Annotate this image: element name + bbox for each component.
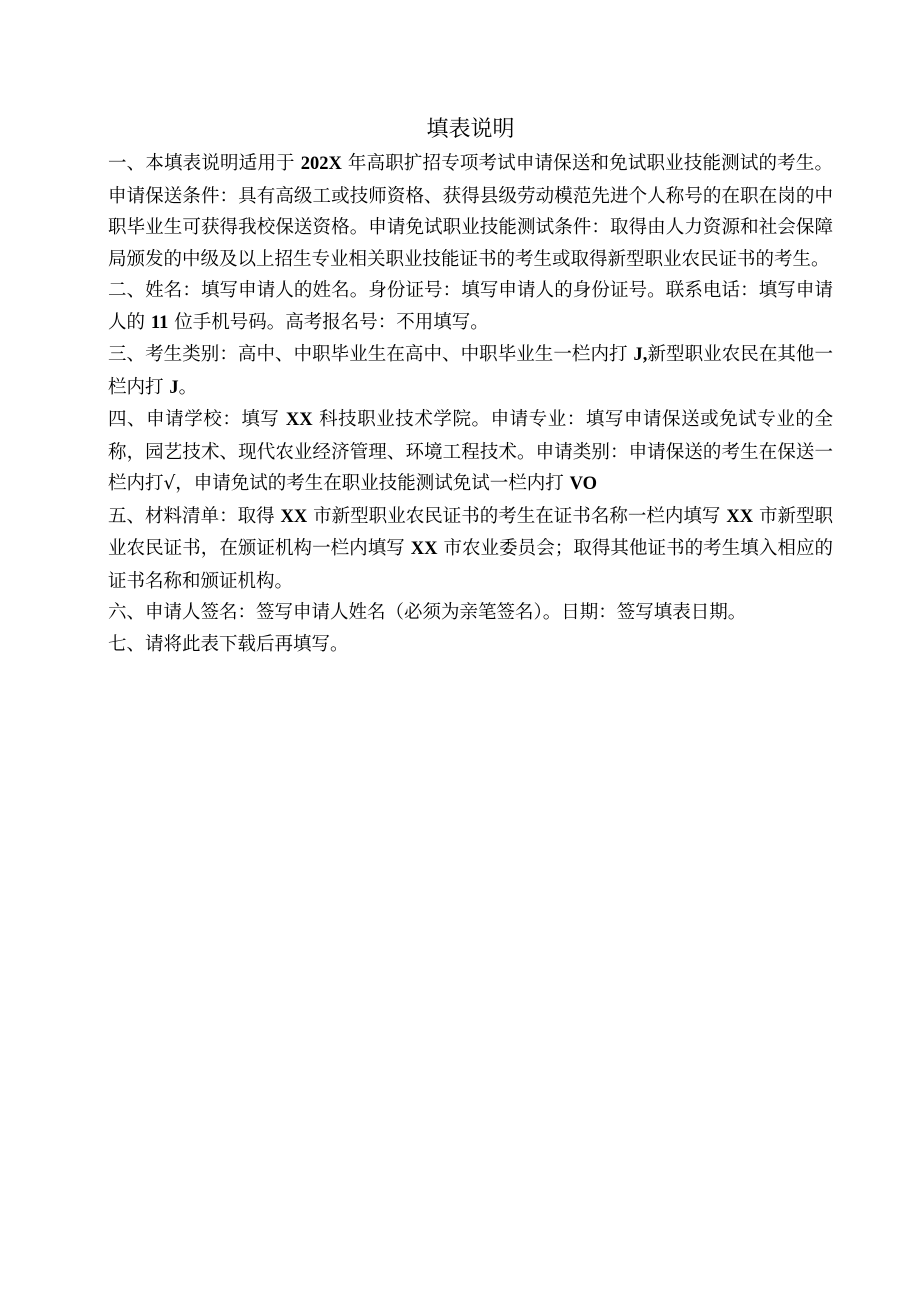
text-run: 三、考生类别：高中、中职毕业生在高中、中职毕业生一栏内打	[108, 344, 634, 365]
text-run: 位手机号码。高考报名号：不用填写。	[168, 311, 489, 333]
instruction-paragraph	[108, 501, 833, 598]
bold-run: XX	[726, 506, 754, 527]
document-title: 填表说明	[426, 117, 515, 142]
bold-run: XX	[285, 410, 313, 430]
text-run: 新型职业农民在其他一栏内打	[108, 344, 833, 398]
text-run: 市农业委员会；取得其他证书的考生填入相应的证书名称和颁证机构。	[108, 538, 833, 592]
instructions-body	[108, 148, 833, 660]
instruction-paragraph	[108, 275, 833, 339]
text-run: 年高职扩招专项考试申请保送和免试职业技能测试的考生。申请保送条件：具有高级工或技师资格、获得县级劳动模范先进个人称号的在职在岗的中职毕业生可获得我校保送资格。申请免试职业技能测试条件：取得由人力资源和社会保障局颁发的中级及以上招生专业相关职业技能证书的考生或取得新型职业农民证书的考生。	[108, 153, 833, 270]
instruction-paragraph	[108, 148, 833, 275]
text-run: 一、本填表说明适用于	[108, 153, 301, 174]
text-run: 科技职业技术学院。申请专业：填写申请保送或免试专业的全称，园艺技术、现代农业经济管理、环境工程技术。申请类别：申请保送的考生在保送一栏内打√，申请免试的考生在职业技能测试免试一栏内打	[108, 409, 833, 494]
bold-run: 11	[150, 312, 169, 333]
instruction-paragraph	[108, 339, 833, 404]
instruction-paragraph	[108, 404, 833, 501]
instruction-paragraph	[108, 597, 833, 629]
text-run: 市新型职业农民证书，在颁证机构一栏内填写	[108, 505, 833, 559]
bold-run: VO	[569, 474, 598, 494]
bold-run: J,	[633, 345, 648, 365]
text-run: 七、请将此表下载后再填写。	[108, 633, 349, 655]
bold-run: J	[169, 377, 179, 398]
text-run: 。	[178, 376, 198, 398]
text-run: 五、材料清单：取得	[108, 505, 281, 527]
text-run: 四、申请学校：填写	[108, 409, 286, 430]
text-run: 六、申请人签名：签写申请人姓名（必须为亲笔签名）。日期：签写填表日期。	[108, 602, 747, 623]
text-run: 市新型职业农民证书的考生在证书名称一栏内填写	[307, 505, 727, 527]
instruction-paragraph	[108, 629, 833, 661]
bold-run: 202X	[300, 154, 342, 174]
text-run: 二、姓名：填写申请人的姓名。身份证号：填写申请人的身份证号。联系电话：填写申请人的	[108, 280, 833, 333]
bold-run: XX	[410, 539, 438, 559]
document-page	[108, 112, 833, 660]
bold-run: XX	[280, 506, 308, 527]
